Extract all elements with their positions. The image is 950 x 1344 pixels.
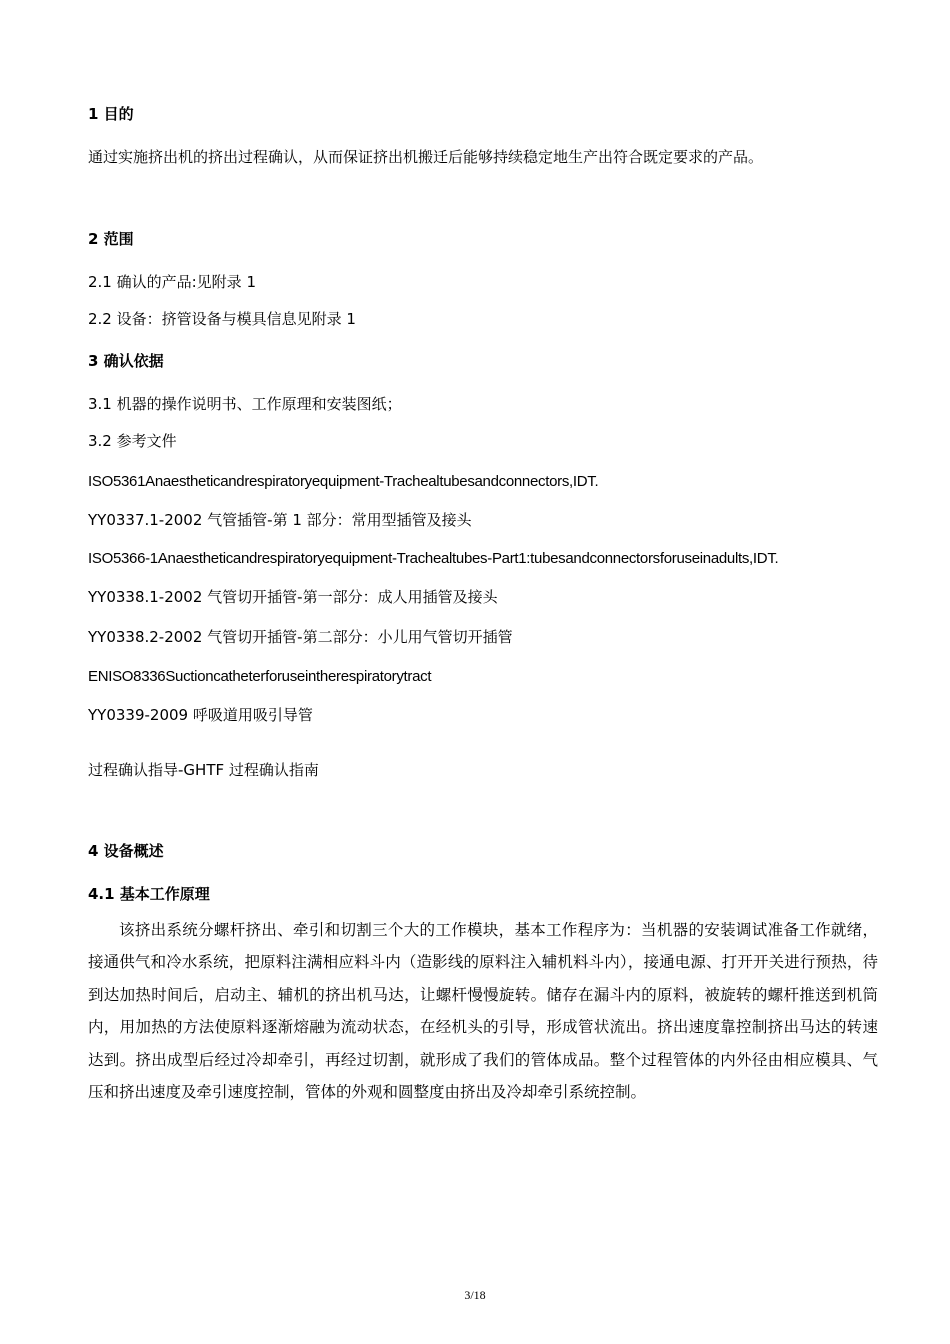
reference-item: YY0338.2-2002 气管切开插管-第二部分：小儿用气管切开插管 — [88, 628, 513, 646]
section-1-heading: 1 目的 — [88, 105, 134, 123]
section-4-1-heading: 4.1 基本工作原理 — [88, 885, 210, 903]
section-1-text: 通过实施挤出机的挤出过程确认，从而保证挤出机搬迁后能够持续稳定地生产出符合既定要求的产品。 — [88, 148, 764, 166]
section-4-1-paragraph: 该挤出系统分螺杆挤出、牵引和切割三个大的工作模块，基本工作程序为：当机器的安装调试准备工作就绪，接通供气和冷水系统，把原料注满相应料斗内（造影线的原料注入辅机料斗内），接通电源、打开开关进行预热，待到达加热时间后，启动主、辅机的挤出机马达，让螺杆慢慢旋转。储存在漏斗内的原料，被旋转的螺杆推送到机筒内，用加热的方法使原料逐渐熔融为流动状态，在经机头的引导，形成管状流出。挤出速度靠控制挤出马达的转速达到。挤出成型后经过冷却牵引，再经过切割，就形成了我们的管体成品。整个过程管体的内外径由相应模具、气压和挤出速度及牵引速度控制，管体的外观和圆整度由挤出及冷却牵引系统控制。 — [88, 921, 878, 1102]
reference-item: ISO5361Anaestheticandrespiratoryequipment-Trachealtubesandconnectors,IDT. — [88, 473, 599, 490]
section-2-2-text: 2.2 设备：挤管设备与模具信息见附录 1 — [88, 310, 356, 328]
reference-item: YY0338.1-2002 气管切开插管-第一部分：成人用插管及接头 — [88, 588, 498, 606]
reference-item: ENISO8336Suctioncatheterforuseintherespiratorytract — [88, 668, 432, 685]
reference-item: ISO5366-1Anaestheticandrespiratoryequipment-Trachealtubes-Part1:tubesandconnectorsforuseinadults,IDT. — [88, 550, 779, 567]
section-3-2-text: 3.2 参考文件 — [88, 432, 177, 450]
reference-item: 过程确认指导-GHTF 过程确认指南 — [88, 761, 319, 779]
page-number: 3/18 — [464, 1288, 486, 1302]
section-3-1-text: 3.1 机器的操作说明书、工作原理和安装图纸； — [88, 395, 402, 413]
section-3-heading: 3 确认依据 — [88, 352, 164, 370]
section-4-heading: 4 设备概述 — [88, 842, 164, 860]
section-2-heading: 2 范围 — [88, 230, 134, 248]
reference-item: YY0337.1-2002 气管插管-第 1 部分：常用型插管及接头 — [88, 511, 472, 529]
section-2-1-text: 2.1 确认的产品:见附录 1 — [88, 273, 256, 291]
reference-item: YY0339-2009 呼吸道用吸引导管 — [88, 706, 313, 724]
